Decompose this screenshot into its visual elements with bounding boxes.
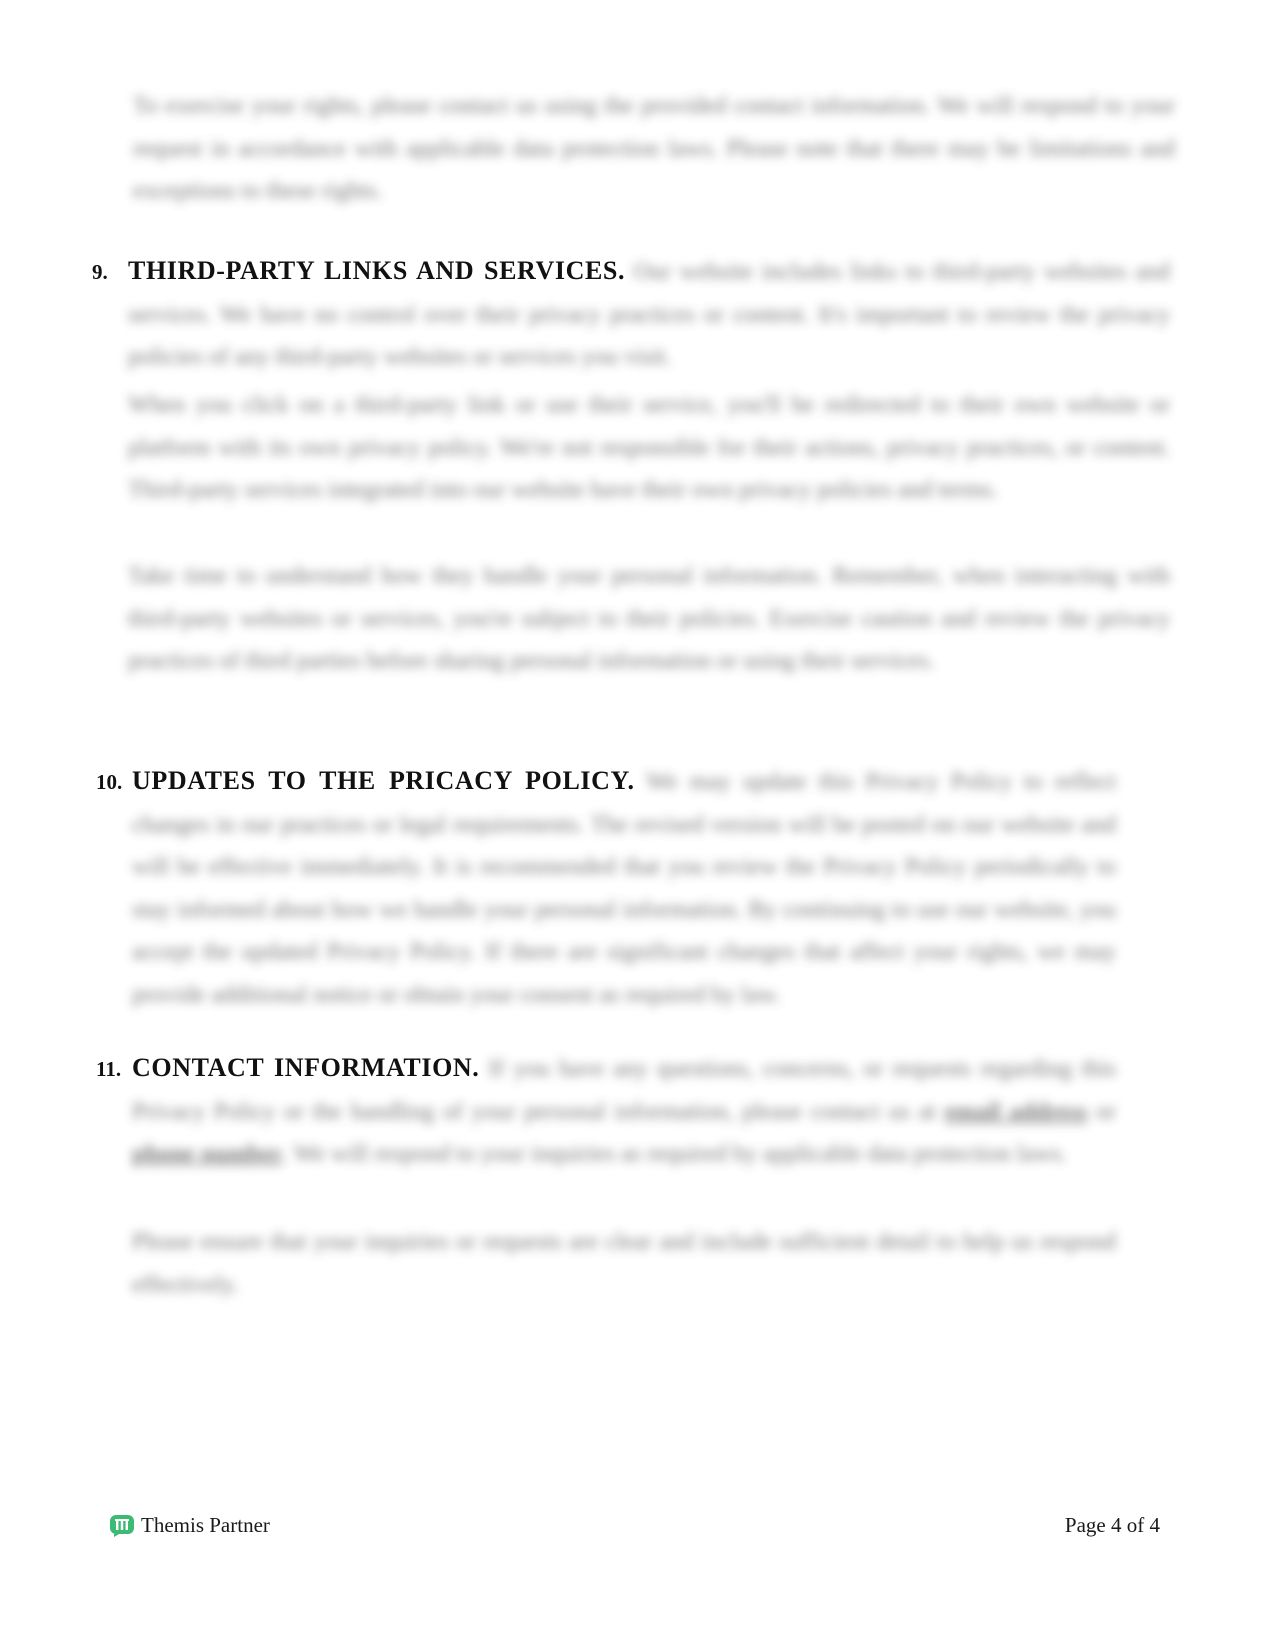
section-lead-text: If you have any questions, concerns, or requests regarding this Privacy Policy or the handling of your personal information, please contact us at xyxy=(132,1056,1117,1125)
section-body xyxy=(128,250,1170,379)
themis-logo-icon xyxy=(110,1515,134,1537)
section-number: 11. xyxy=(96,1057,122,1081)
section-heading: THIRD-PARTY LINKS AND SERVICES. xyxy=(128,256,626,285)
page-number: Page 4 of 4 xyxy=(1064,1513,1160,1537)
section-paragraph: When you click on a third-party link or use their service, you'll be redirected to their own website or platform with its own privacy policy. We're not responsible for their actions, privacy practices, or content. Third-party services integrated into our website have their own privacy policies and terms. xyxy=(128,392,1170,503)
intro-paragraph: To exercise your rights, please contact us using the provided contact information. We will respond to your request in accordance with applicable data protection laws. Please note that there may be limitations and exceptions to these rights. xyxy=(133,93,1175,204)
section-heading: UPDATES TO THE PRICACY POLICY. xyxy=(132,766,635,795)
section-body xyxy=(132,760,1116,1016)
section-number: 9. xyxy=(92,260,108,284)
or-text: or xyxy=(1096,1098,1117,1125)
section-paragraph: Please ensure that your inquiries or requests are clear and include sufficient detail to help us respond effectively. xyxy=(132,1229,1116,1298)
section-lead-text: We may update this Privacy Policy to reflect changes in our practices or legal requirements. The revised version will be posted on our website and will be effective immediately. It is recommended that you review the Privacy Policy periodically to stay informed about how we handle your personal information. By continuing to use our website, you accept the updated Privacy Policy. If there are significant changes that affect your rights, we may provide additional notice or obtain your consent as required by law. xyxy=(132,769,1117,1008)
phone-placeholder-link[interactable]: phone number xyxy=(132,1141,283,1167)
section-lead-text: Our website includes links to third-party websites and services. We have no control over their privacy practices or content. It's important to review the privacy policies of any third-party websites or services you visit. xyxy=(128,259,1171,370)
section-heading: CONTACT INFORMATION. xyxy=(132,1053,480,1082)
footer-brand xyxy=(110,1513,270,1538)
page-footer xyxy=(110,1513,1160,1547)
section-number: 10. xyxy=(96,770,123,794)
brand-name: Themis Partner xyxy=(141,1513,270,1537)
section-paragraph: Take time to understand how they handle your personal information. Remember, when interacting with third-party websites or services, you're subject to their policies. Exercise caution and review the privacy practices of third parties before sharing personal information or using their services. xyxy=(128,563,1170,674)
section-lead-text-end: . We will respond to your inquiries as required by applicable data protection laws. xyxy=(282,1141,1067,1167)
section-body xyxy=(132,1047,1116,1176)
email-placeholder-link[interactable]: email address xyxy=(944,1098,1088,1125)
